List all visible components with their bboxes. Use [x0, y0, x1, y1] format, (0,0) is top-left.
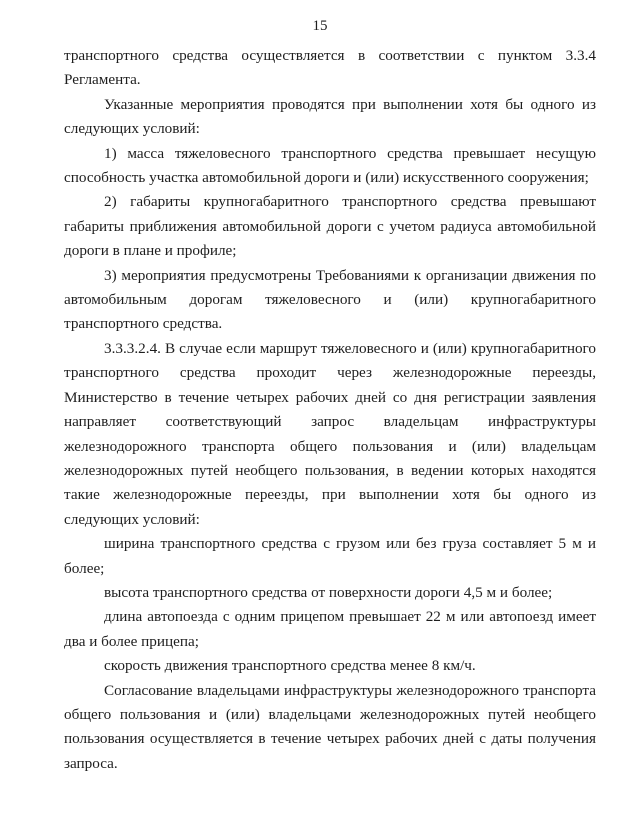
page-number: 15 [312, 18, 328, 34]
paragraph-section-3-3-3-2-4: 3.3.3.2.4. В случае если маршрут тяжеловесного и (или) крупногабаритного транспортного средства проходит через железнодорожные переезды, Министерство в течение четырех рабочих дней со дня регистрации заявления направляет соответствующий запрос владельцам инфраструктуры железнодорожного транспорта общего пользования и (или) владельцам железнодорожных путей необщего пользования, в ведении которых находятся такие железнодорожные переезды, при выполнении хотя бы одного из следующих условий: [64, 339, 596, 528]
document-body [64, 44, 596, 776]
paragraph-height-condition: высота транспортного средства от поверхности дороги 4,5 м и более; [104, 583, 553, 601]
paragraph-condition-3: 3) мероприятия предусмотрены Требованиями к организации движения по автомобильным дорогам тяжеловесного и (или) крупногабаритного транспортного средства. [64, 266, 596, 333]
paragraph-condition-1: 1) масса тяжеловесного транспортного средства превышает несущую способность участка автомобильной дороги и (или) искусственного сооружения; [64, 144, 596, 187]
paragraph-conditions-intro: Указанные мероприятия проводятся при выполнении хотя бы одного из следующих условий: [64, 95, 596, 138]
paragraph-speed-condition: скорость движения транспортного средства менее 8 км/ч. [104, 657, 476, 675]
paragraph-approval: Согласование владельцами инфраструктуры железнодорожного транспорта общего пользования и (или) владельцами железнодорожных путей необщего пользования осуществляется в течение четырех рабочих дней с даты получения запроса. [64, 681, 596, 772]
paragraph-continuation: транспортного средства осуществляется в соответствии с пунктом 3.3.4 Регламента. [64, 47, 596, 89]
paragraph-length-condition: длина автопоезда с одним прицепом превышает 22 м или автопоезд имеет два и более прицепа; [64, 608, 596, 650]
paragraph-width-condition: ширина транспортного средства с грузом или без груза составляет 5 м и более; [64, 535, 596, 577]
paragraph-condition-2: 2) габариты крупногабаритного транспортного средства превышают габариты приближения автомобильной дороги с учетом радиуса автомобильной дороги в плане и профиле; [64, 193, 596, 260]
